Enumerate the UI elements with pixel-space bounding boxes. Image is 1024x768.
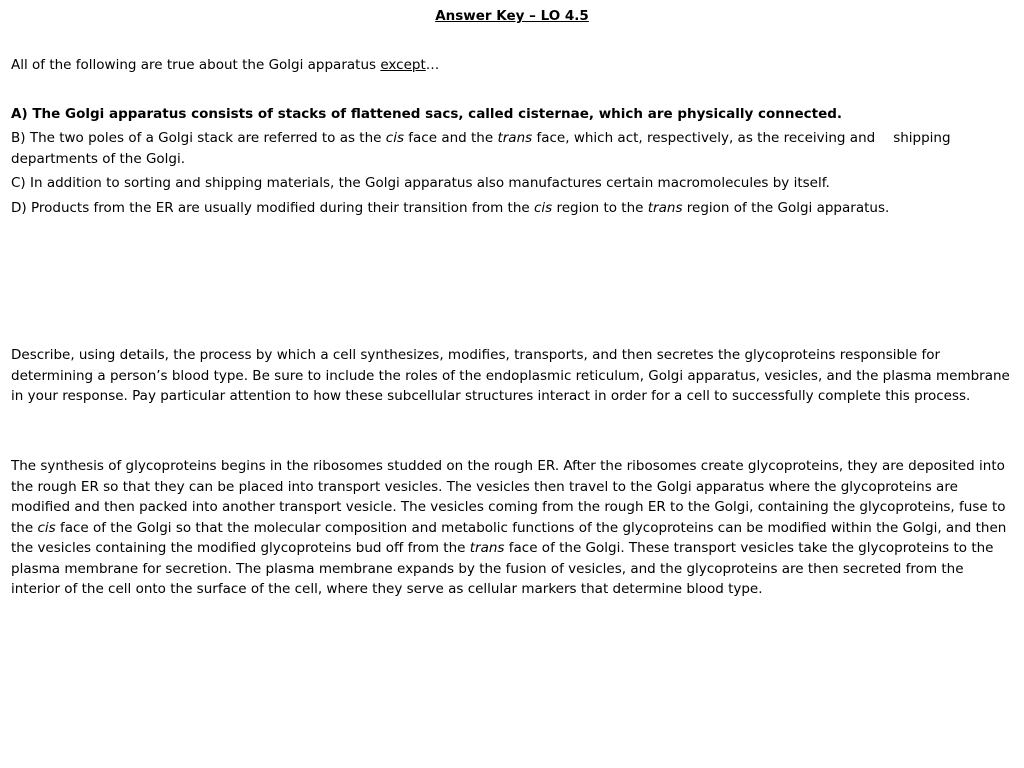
option-d-text-2: region to the [552,200,648,216]
option-b [11,128,1011,169]
option-d-cis: cis [533,200,553,216]
answer-cis: cis [37,519,56,536]
option-b-text-2: face and the [403,130,498,146]
answer-trans: trans [469,540,505,556]
option-b-text-4: shipping departments of the Golgi. [11,130,951,167]
question-1-emphasis: except [380,57,426,73]
option-b-text-1: B) The two poles of a Golgi stack are referred to as the [11,130,386,146]
option-b-text-3: face, which act, respectively, as the receiving and [532,130,876,146]
question-1-text: All of the following are true about the Golgi apparatus [11,57,381,73]
answer-paragraph [11,456,1011,600]
answer-text-1: The synthesis of glycoproteins begins in the ribosomes studded on the rough ER. After the ribosomes create glycoproteins, they are deposited into the rough ER so that they can be placed into transport vesicles. The vesicles then travel to the Golgi apparatus where the glycoproteins are modified and then packed into another transport vesicle. The vesicles coming from the rough ER to the Golgi, containing the glycoproteins, fuse to the [11,458,1006,536]
answer-text-2: face of the Golgi so that the molecular composition and metabolic functions of the glycoproteins can be modified within the Golgi, and then the vesicles containing the modified glycoproteins bud off from the [11,519,1007,556]
option-d [11,198,1011,219]
question-1-prompt [11,55,1011,76]
option-a: A) The Golgi apparatus consists of stacks of flattened sacs, called cisternae, which are physically connected. [11,106,843,122]
question-2-prompt: Describe, using details, the process by which a cell synthesizes, modifies, transports, and then secretes the glycoproteins responsible for determining a person’s blood type. Be sure to include the roles of the endoplasmic reticulum, Golgi apparatus, vesicles, and the plasma membrane in your response. Pay particular attention to how these subcellular structures interact in order for a cell to successfully complete this process. [11,347,1010,404]
option-c: C) In addition to sorting and shipping materials, the Golgi apparatus also manufactures certain macromolecules by itself. [11,175,830,191]
option-d-trans: trans [647,200,683,216]
answer-text-3: face of the Golgi. These transport vesicles take the glycoproteins to the plasma membrane for secretion. The plasma membrane expands by the fusion of vesicles, and the glycoproteins are then secreted from the interior of the cell onto the surface of the cell, where they serve as cellular markers that determine blood type. [11,540,994,597]
option-d-text-1: D) Products from the ER are usually modified during their transition from the [11,200,534,216]
option-d-text-3: region of the Golgi apparatus. [682,200,890,216]
question-1-ellipsis: … [425,57,440,73]
option-b-cis: cis [385,130,404,146]
page-title: Answer Key – LO 4.5 [435,8,589,24]
option-b-trans: trans [497,130,533,146]
